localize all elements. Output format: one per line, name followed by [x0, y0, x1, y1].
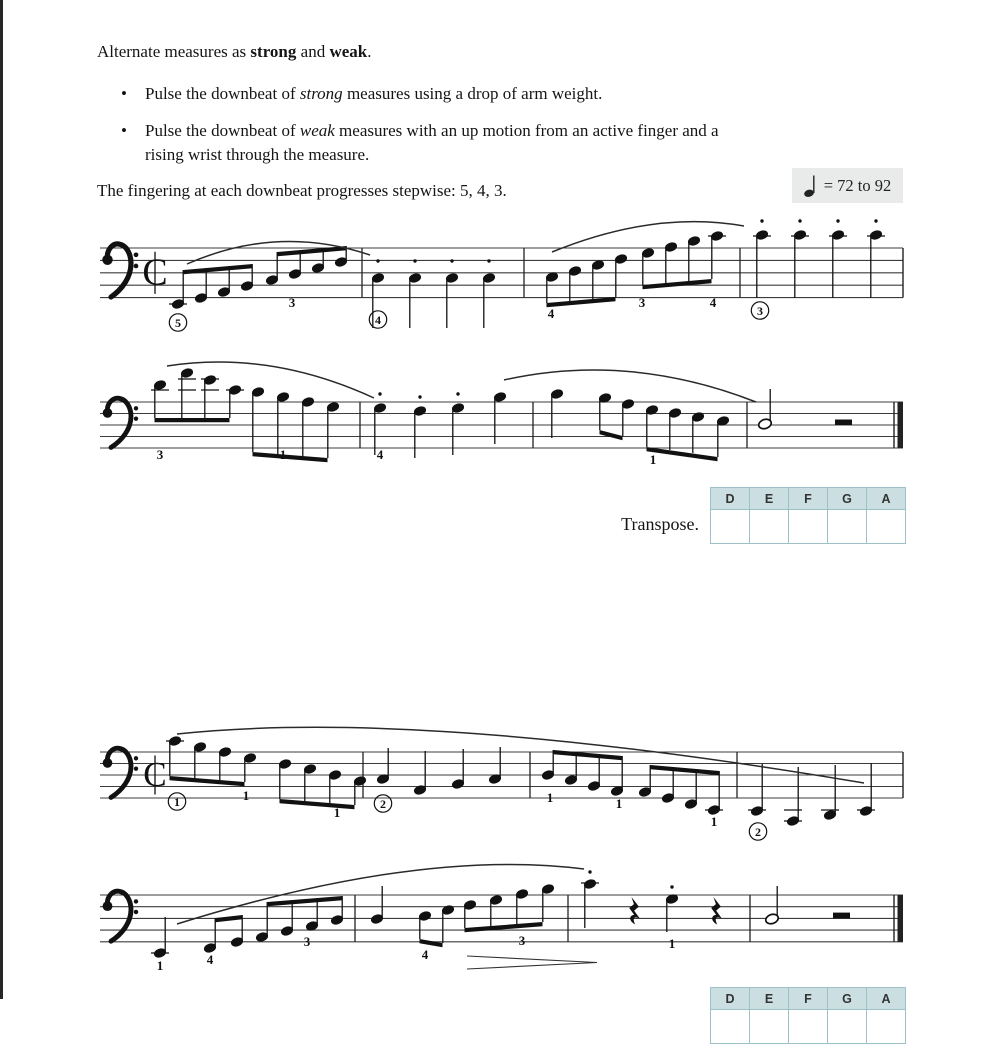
half-rest — [835, 420, 852, 426]
clef-dot — [134, 910, 138, 914]
staccato-dot — [874, 219, 877, 222]
fingering-number: 1 — [279, 447, 287, 462]
staccato-dot — [418, 395, 421, 398]
transpose-table-partial — [710, 987, 906, 1044]
beam — [155, 418, 230, 422]
transpose-key-header-cell: F — [789, 488, 828, 509]
fingering-number: 1 — [615, 796, 623, 811]
fingering-number: 4 — [376, 447, 384, 462]
fingering-number: 1 — [546, 790, 554, 805]
beam — [547, 297, 616, 307]
beam — [465, 922, 543, 932]
fingering-number: 4 — [375, 313, 381, 327]
beam — [600, 430, 623, 440]
quarter-rest — [629, 897, 640, 925]
transpose-key-header-cell: A — [867, 988, 905, 1009]
fingering-number: 1 — [333, 805, 341, 820]
fingering-number: 1 — [668, 936, 676, 951]
clef-dot — [134, 416, 138, 420]
transpose-key-header-cell: G — [828, 488, 867, 509]
fingering-number: 1 — [174, 795, 180, 809]
beam — [268, 896, 343, 906]
clef-dot — [134, 252, 139, 257]
clef-dot — [134, 766, 138, 770]
transpose-label: Transpose. — [621, 514, 699, 534]
transpose-answer-cell — [750, 509, 789, 543]
transpose-answer-cell — [789, 1009, 828, 1043]
fingering-number: 1 — [710, 814, 718, 829]
fingering-number: 2 — [755, 825, 761, 839]
transpose-answer-cell — [711, 1009, 750, 1043]
clef-curve — [107, 891, 131, 941]
bass-clef-icon — [103, 748, 139, 797]
text-run: weak — [299, 121, 335, 140]
fingering-note: The fingering at each downbeat progresses stepwise: 5, 4, 3. — [97, 181, 507, 200]
beam — [216, 915, 243, 922]
beam — [280, 799, 355, 809]
fingering-number: 3 — [757, 304, 763, 318]
transpose-answer-cell — [789, 509, 828, 543]
transpose-table — [710, 487, 906, 544]
transpose-key-header-cell: D — [711, 488, 750, 509]
staccato-dot — [760, 219, 763, 222]
transpose-key-header-cell: G — [828, 988, 867, 1009]
staccato-dot — [450, 259, 453, 262]
half-notehead — [765, 913, 780, 926]
fingering-number: 4 — [547, 306, 555, 321]
clef-curve — [107, 244, 131, 297]
transpose-key-header-row — [711, 488, 905, 509]
bass-clef-icon — [103, 891, 139, 941]
fingering-number: 1 — [156, 958, 164, 973]
clef-dot — [134, 406, 138, 410]
tempo-text: = 72 to 92 — [823, 175, 892, 195]
system-4 — [100, 864, 903, 973]
beam — [170, 776, 245, 786]
fingering-number: 3 — [303, 934, 311, 949]
fingering-number: 4 — [206, 952, 214, 967]
text-run: Alternate measures as — [97, 42, 251, 61]
quarter-rest — [711, 897, 722, 925]
transpose-answer-cell — [867, 1009, 905, 1043]
transpose-key-header-cell: E — [750, 488, 789, 509]
transpose-answer-cell — [867, 509, 905, 543]
staccato-dot — [836, 219, 839, 222]
clef-dot — [134, 899, 138, 903]
cut-time-symbol: C — [143, 754, 167, 794]
text-run: measures with an up motion from an active finger and a rising wrist through the measure. — [145, 121, 719, 164]
system-3 — [100, 727, 903, 840]
bass-clef-icon — [102, 244, 138, 297]
fingering-number: 3 — [288, 295, 296, 310]
fingering-number: 2 — [380, 797, 386, 811]
text-run: Pulse the downbeat of — [145, 84, 300, 103]
staccato-dot — [798, 219, 801, 222]
transpose-key-header-cell: A — [867, 488, 905, 509]
fingering-number: 4 — [421, 947, 429, 962]
text-run: weak — [329, 42, 368, 61]
fingering-number: 1 — [649, 452, 657, 467]
slur — [167, 362, 374, 398]
transpose-answer-cell — [711, 509, 750, 543]
staccato-dot — [487, 259, 490, 262]
transpose-key-header-cell: F — [789, 988, 828, 1009]
staccato-dot — [670, 885, 673, 888]
transpose-answer-cell — [828, 509, 867, 543]
staccato-dot — [456, 392, 459, 395]
text-run: strong — [250, 42, 297, 61]
half-notehead — [758, 418, 773, 431]
slur — [504, 370, 756, 402]
decrescendo-hairpin — [467, 956, 597, 963]
fingering-number: 1 — [242, 788, 250, 803]
clef-dot — [134, 264, 139, 269]
transpose-answer-row — [711, 509, 905, 543]
transpose-answer-cell — [828, 1009, 867, 1043]
bullet-icon: • — [121, 84, 127, 103]
transpose-answer-row — [711, 1009, 905, 1043]
beam — [651, 765, 720, 775]
beam — [253, 452, 328, 462]
beam — [647, 447, 718, 461]
clef-dot — [134, 756, 138, 760]
final-barline-thick — [898, 402, 904, 448]
text-run: and — [296, 42, 330, 61]
bullet-icon: • — [121, 121, 127, 140]
clef-curve — [107, 748, 131, 797]
decrescendo-hairpin — [467, 963, 597, 970]
staccato-dot — [413, 259, 416, 262]
staccato-dot — [588, 870, 591, 873]
text-run: strong — [299, 84, 343, 103]
final-barline-thick — [898, 895, 904, 942]
text-run: measures using a drop of arm weight. — [342, 84, 603, 103]
beam — [643, 279, 712, 289]
text-run: . — [367, 42, 372, 61]
clef-curve — [107, 398, 131, 447]
fingering-number: 4 — [709, 295, 717, 310]
fingering-number: 3 — [518, 933, 526, 948]
transpose-key-header-cell: D — [711, 988, 750, 1009]
cut-time-symbol: C — [142, 251, 168, 294]
staccato-dot — [376, 259, 379, 262]
transpose-answer-cell — [750, 1009, 789, 1043]
fingering-number: 3 — [638, 295, 646, 310]
transpose-key-header-cell: E — [750, 988, 789, 1009]
text-run: Pulse the downbeat of — [145, 121, 300, 140]
bass-clef-icon — [103, 398, 139, 447]
system-1 — [100, 219, 903, 331]
fingering-number: 3 — [156, 447, 164, 462]
fingering-number: 5 — [175, 316, 181, 330]
system-2 — [100, 362, 903, 467]
staccato-dot — [378, 392, 381, 395]
half-rest — [833, 913, 850, 919]
